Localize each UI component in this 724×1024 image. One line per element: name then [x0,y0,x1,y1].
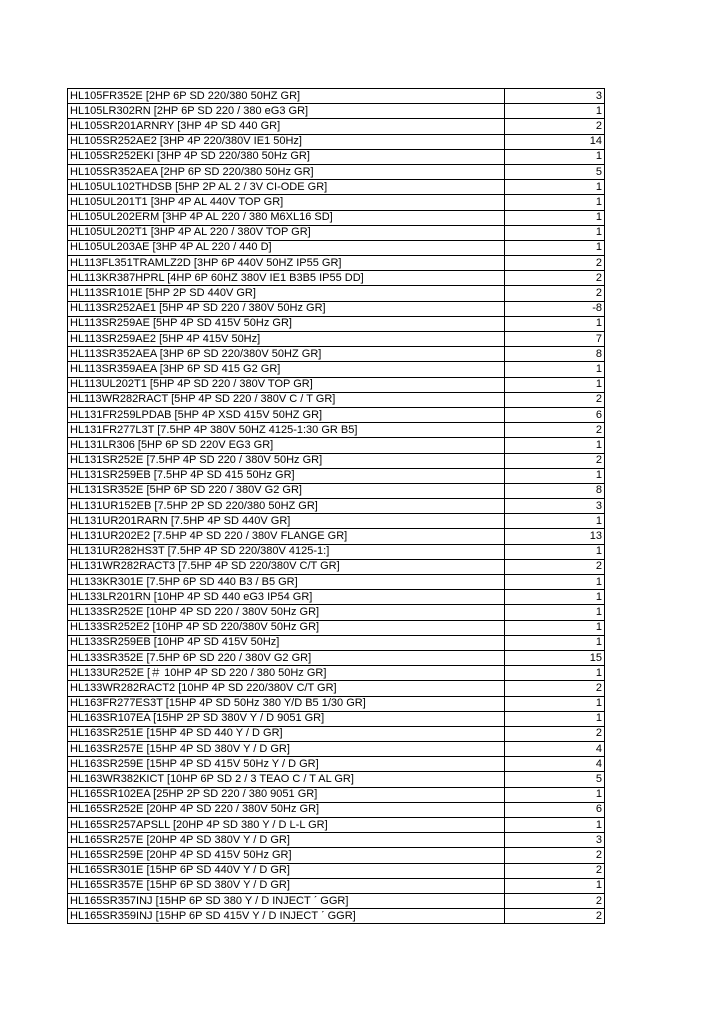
table-row [68,757,605,772]
table-row [68,210,605,225]
inventory-table [67,88,605,924]
item-quantity-cell: 3 [505,89,605,104]
item-quantity-cell: 1 [505,711,605,726]
item-quantity-cell: 1 [505,575,605,590]
item-description-cell: HL131UR282HS3T [7.5HP 4P SD 220/380V 4125-1:] [68,544,505,559]
table-row [68,878,605,893]
table-row [68,696,605,711]
item-description-cell: HL105UL102THDSB [5HP 2P AL 2 / 3V CI-ODE GR] [68,180,505,195]
item-description-cell: HL165SR259E [20HP 4P SD 415V 50Hz GR] [68,848,505,863]
item-quantity-cell: 1 [505,104,605,119]
item-description-cell: HL133SR259EB [10HP 4P SD 415V 50Hz] [68,635,505,650]
table-row [68,332,605,347]
item-quantity-cell: 4 [505,757,605,772]
item-quantity-cell: 1 [505,787,605,802]
table-row [68,286,605,301]
table-row [68,89,605,104]
item-quantity-cell: 2 [505,119,605,134]
item-description-cell: HL165SR301E [15HP 6P SD 440V Y / D GR] [68,863,505,878]
item-description-cell: HL163SR259E [15HP 4P SD 415V 50Hz Y / D GR] [68,757,505,772]
item-description-cell: HL131WR282RACT3 [7.5HP 4P SD 220/380V C/T GR] [68,559,505,574]
table-row [68,590,605,605]
item-quantity-cell: 1 [505,878,605,893]
item-quantity-cell: 1 [505,377,605,392]
table-row [68,529,605,544]
item-quantity-cell: 1 [505,316,605,331]
table-row [68,164,605,179]
item-description-cell: HL131SR259EB [7.5HP 4P SD 415 50Hz GR] [68,468,505,483]
item-description-cell: HL131SR252E [7.5HP 4P SD 220 / 380V 50Hz GR] [68,453,505,468]
table-row [68,544,605,559]
table-row [68,423,605,438]
item-quantity-cell: 8 [505,483,605,498]
table-row [68,514,605,529]
table-row [68,180,605,195]
item-description-cell: HL131UR152EB [7.5HP 2P SD 220/380 50HZ GR] [68,499,505,514]
item-description-cell: HL131FR259LPDAB [5HP 4P XSD 415V 50HZ GR] [68,407,505,422]
item-quantity-cell: 2 [505,271,605,286]
item-description-cell: HL133WR282RACT2 [10HP 4P SD 220/380V C/T GR] [68,681,505,696]
table-row [68,134,605,149]
item-quantity-cell: 1 [505,620,605,635]
item-description-cell: HL113WR282RACT [5HP 4P SD 220 / 380V C / T GR] [68,392,505,407]
item-quantity-cell: 2 [505,256,605,271]
item-description-cell: HL133UR252E [＃ 10HP 4P SD 220 / 380 50Hz GR] [68,666,505,681]
item-description-cell: HL133SR252E [10HP 4P SD 220 / 380V 50Hz GR] [68,605,505,620]
item-description-cell: HL131UR201RARN [7.5HP 4P SD 440V GR] [68,514,505,529]
table-row [68,726,605,741]
table-row [68,271,605,286]
item-description-cell: HL113SR252AE1 [5HP 4P SD 220 / 380V 50Hz GR] [68,301,505,316]
item-quantity-cell: 1 [505,544,605,559]
table-row [68,863,605,878]
item-description-cell: HL131SR352E [5HP 6P SD 220 / 380V G2 GR] [68,483,505,498]
item-quantity-cell: 5 [505,164,605,179]
table-row [68,818,605,833]
table-row [68,848,605,863]
item-description-cell: HL165SR257E [20HP 4P SD 380V Y / D GR] [68,833,505,848]
table-row [68,483,605,498]
item-description-cell: HL165SR252E [20HP 4P SD 220 / 380V 50Hz GR] [68,802,505,817]
item-description-cell: HL133SR252E2 [10HP 4P SD 220/380V 50Hz GR] [68,620,505,635]
item-description-cell: HL133SR352E [7.5HP 6P SD 220 / 380V G2 GR] [68,650,505,665]
item-description-cell: HL105UL201T1 [3HP 4P AL 440V TOP GR] [68,195,505,210]
table-row [68,893,605,908]
item-description-cell: HL133LR201RN [10HP 4P SD 440 eG3 IP54 GR] [68,590,505,605]
item-quantity-cell: 13 [505,529,605,544]
table-row [68,909,605,924]
item-quantity-cell: 3 [505,499,605,514]
item-description-cell: HL113SR101E [5HP 2P SD 440V GR] [68,286,505,301]
item-description-cell: HL113SR259AE2 [5HP 4P 415V 50Hz] [68,332,505,347]
table-row [68,499,605,514]
item-quantity-cell: 1 [505,590,605,605]
table-row [68,635,605,650]
table-row [68,772,605,787]
item-quantity-cell: 2 [505,909,605,924]
table-row [68,833,605,848]
item-quantity-cell: 1 [505,362,605,377]
item-quantity-cell: 1 [505,818,605,833]
item-description-cell: HL105SR201ARNRY [3HP 4P SD 440 GR] [68,119,505,134]
item-description-cell: HL131LR306 [5HP 6P SD 220V EG3 GR] [68,438,505,453]
item-description-cell: HL163FR277ES3T [15HP 4P SD 50Hz 380 Y/D B5 1/30 GR] [68,696,505,711]
table-row [68,240,605,255]
inventory-table-body [68,89,605,924]
table-row [68,605,605,620]
item-quantity-cell: 2 [505,681,605,696]
table-row [68,362,605,377]
item-description-cell: HL113UL202T1 [5HP 4P SD 220 / 380V TOP GR] [68,377,505,392]
item-description-cell: HL105FR352E [2HP 6P SD 220/380 50HZ GR] [68,89,505,104]
item-quantity-cell: 7 [505,332,605,347]
item-description-cell: HL105SR352AEA [2HP 6P SD 220/380 50Hz GR] [68,164,505,179]
item-quantity-cell: 1 [505,149,605,164]
item-description-cell: HL113KR387HPRL [4HP 6P 60HZ 380V IE1 B3B5 IP55 DD] [68,271,505,286]
item-quantity-cell: 2 [505,286,605,301]
item-description-cell: HL163SR107EA [15HP 2P SD 380V Y / D 9051 GR] [68,711,505,726]
item-quantity-cell: 6 [505,407,605,422]
item-description-cell: HL105UL203AE [3HP 4P AL 220 / 440 D] [68,240,505,255]
item-quantity-cell: 1 [505,468,605,483]
item-quantity-cell: 14 [505,134,605,149]
item-quantity-cell: 1 [505,225,605,240]
table-row [68,468,605,483]
item-quantity-cell: 2 [505,423,605,438]
table-row [68,316,605,331]
item-quantity-cell: 1 [505,635,605,650]
item-quantity-cell: 1 [505,666,605,681]
table-row [68,256,605,271]
item-description-cell: HL105LR302RN [2HP 6P SD 220 / 380 eG3 GR] [68,104,505,119]
item-description-cell: HL113SR352AEA [3HP 6P SD 220/380V 50HZ GR] [68,347,505,362]
item-description-cell: HL163SR251E [15HP 4P SD 440 Y / D GR] [68,726,505,741]
item-description-cell: HL105UL202ERM [3HP 4P AL 220 / 380 M6XL16 SD] [68,210,505,225]
item-description-cell: HL131UR202E2 [7.5HP 4P SD 220 / 380V FLANGE GR] [68,529,505,544]
item-quantity-cell: 8 [505,347,605,362]
item-quantity-cell: 2 [505,726,605,741]
table-row [68,453,605,468]
table-row [68,407,605,422]
table-row [68,438,605,453]
item-description-cell: HL113FL351TRAMLZ2D [3HP 6P 440V 50HZ IP55 GR] [68,256,505,271]
item-quantity-cell: 1 [505,514,605,529]
table-row [68,347,605,362]
item-description-cell: HL165SR357INJ [15HP 6P SD 380 Y / D INJECT ˊ GGR] [68,893,505,908]
item-description-cell: HL163SR257E [15HP 4P SD 380V Y / D GR] [68,742,505,757]
item-quantity-cell: 1 [505,180,605,195]
table-row [68,377,605,392]
item-description-cell: HL105SR252EKI [3HP 4P SD 220/380 50Hz GR] [68,149,505,164]
table-row [68,666,605,681]
item-quantity-cell: 15 [505,650,605,665]
item-quantity-cell: 1 [505,240,605,255]
table-row [68,301,605,316]
table-row [68,195,605,210]
item-quantity-cell: 1 [505,605,605,620]
item-quantity-cell: 1 [505,438,605,453]
item-description-cell: HL163WR382KICT [10HP 6P SD 2 / 3 TEAO C / T AL GR] [68,772,505,787]
item-description-cell: HL165SR102EA [25HP 2P SD 220 / 380 9051 GR] [68,787,505,802]
item-description-cell: HL165SR257APSLL [20HP 4P SD 380 Y / D L-L GR] [68,818,505,833]
item-description-cell: HL165SR357E [15HP 6P SD 380V Y / D GR] [68,878,505,893]
table-row [68,681,605,696]
table-row [68,559,605,574]
item-description-cell: HL105UL202T1 [3HP 4P AL 220 / 380V TOP GR] [68,225,505,240]
item-quantity-cell: 2 [505,893,605,908]
item-description-cell: HL113SR359AEA [3HP 6P SD 415 G2 GR] [68,362,505,377]
table-row [68,787,605,802]
table-row [68,104,605,119]
item-quantity-cell: 1 [505,696,605,711]
item-quantity-cell: 2 [505,848,605,863]
table-row [68,650,605,665]
table-row [68,575,605,590]
table-row [68,802,605,817]
item-quantity-cell: -8 [505,301,605,316]
item-quantity-cell: 1 [505,210,605,225]
item-quantity-cell: 2 [505,863,605,878]
table-row [68,711,605,726]
item-quantity-cell: 2 [505,453,605,468]
item-description-cell: HL105SR252AE2 [3HP 4P 220/380V IE1 50Hz] [68,134,505,149]
item-quantity-cell: 2 [505,392,605,407]
item-quantity-cell: 3 [505,833,605,848]
table-row [68,149,605,164]
item-quantity-cell: 4 [505,742,605,757]
table-row [68,392,605,407]
item-description-cell: HL165SR359INJ [15HP 6P SD 415V Y / D INJECT ˊ GGR] [68,909,505,924]
item-quantity-cell: 6 [505,802,605,817]
item-quantity-cell: 5 [505,772,605,787]
item-description-cell: HL133KR301E [7.5HP 6P SD 440 B3 / B5 GR] [68,575,505,590]
item-quantity-cell: 2 [505,559,605,574]
item-quantity-cell: 1 [505,195,605,210]
table-row [68,119,605,134]
table-row [68,742,605,757]
table-row [68,225,605,240]
item-description-cell: HL113SR259AE [5HP 4P SD 415V 50Hz GR] [68,316,505,331]
table-row [68,620,605,635]
item-description-cell: HL131FR277L3T [7.5HP 4P 380V 50HZ 4125-1:30 GR B5] [68,423,505,438]
